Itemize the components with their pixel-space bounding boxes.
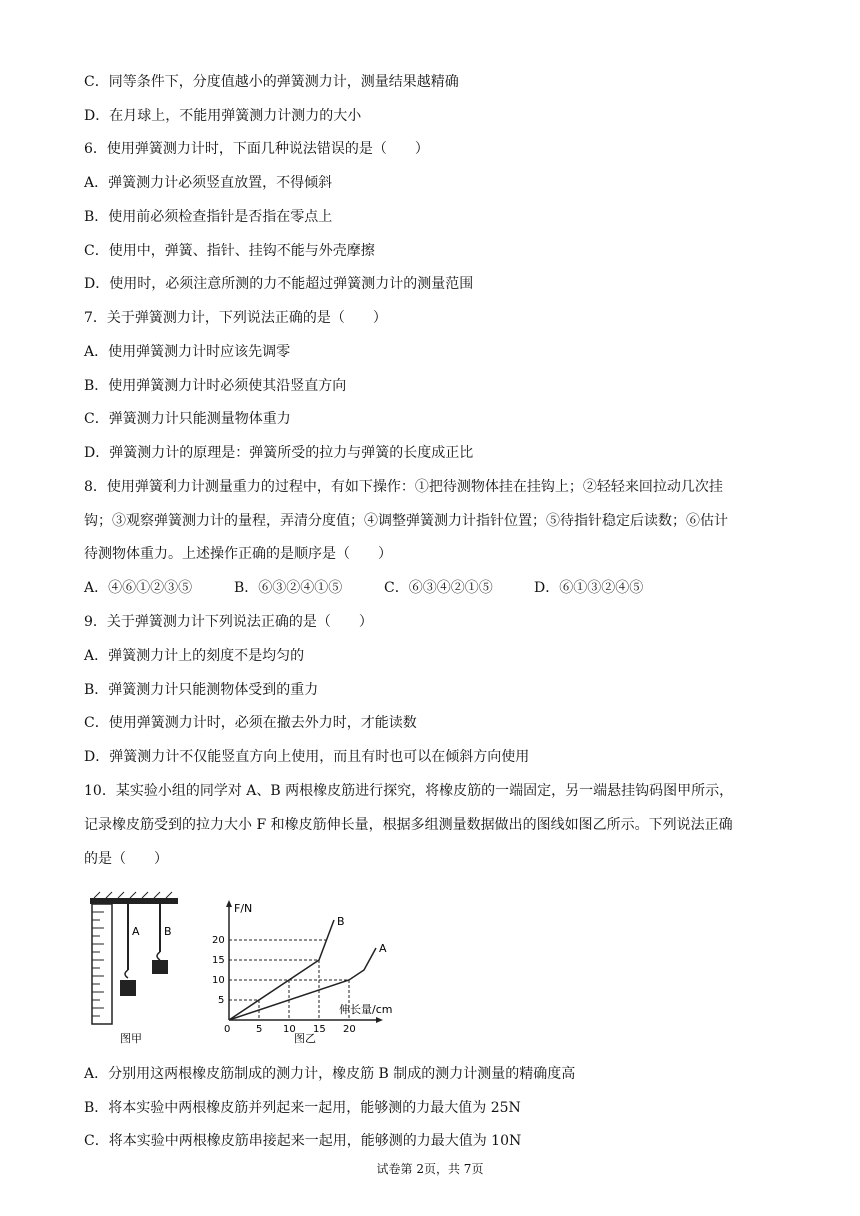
graph-label-a: A xyxy=(379,942,387,955)
question-8-stem-line3: 待测物体重力。上述操作正确的是顺序是（ ） xyxy=(84,546,392,562)
option-6d: D．使用时，必须注意所测的力不能超过弹簧测力计的测量范围 xyxy=(84,276,474,292)
y-tick-15: 15 xyxy=(212,955,225,966)
x-tick-10: 10 xyxy=(283,1024,296,1035)
option-10c: C．将本实验中两根橡皮筋串接起来一起用，能够测的力最大值为 10N xyxy=(84,1133,522,1149)
x-tick-5: 5 xyxy=(256,1024,263,1035)
fig1-caption: 图甲 xyxy=(120,1032,142,1045)
option-9a: A．弹簧测力计上的刻度不是均匀的 xyxy=(84,648,305,664)
question-9-stem: 9．关于弹簧测力计下列说法正确的是（ ） xyxy=(84,614,373,630)
y-axis-label: F/N xyxy=(234,902,253,915)
question-10-stem-line3: 的是（ ） xyxy=(84,851,168,867)
graph-label-b: B xyxy=(337,915,345,928)
question-10-stem-line1: 10．某实验小组的同学对 A、B 两根橡皮筋进行探究，将橡皮筋的一端固定，另一端悬挂钩码图甲所示， xyxy=(84,783,734,799)
question-6-stem: 6．使用弹簧测力计时，下面几种说法错误的是（ ） xyxy=(84,141,429,157)
option-5d: D．在月球上，不能用弹簧测力计测力的大小 xyxy=(84,108,362,124)
option-9d: D．弹簧测力计不仅能竖直方向上使用，而且有时也可以在倾斜方向使用 xyxy=(84,749,530,765)
option-5c: C．同等条件下，分度值越小的弹簧测力计，测量结果越精确 xyxy=(84,74,459,90)
question-10-stem-line2: 记录橡皮筋受到的拉力大小 F 和橡皮筋伸长量，根据多组测量数据做出的图线如图乙所示。下列说法正确 xyxy=(84,817,733,833)
option-9c: C．使用弹簧测力计时，必须在撤去外力时，才能读数 xyxy=(84,715,417,731)
option-7b: B．使用弹簧测力计时必须使其沿竖直方向 xyxy=(84,378,347,394)
question-8-stem-line1: 8．使用弹簧利力计测量重力的过程中，有如下操作：①把待测物体挂在挂钩上；②轻轻来回拉动几次挂 xyxy=(84,479,723,495)
fig2-caption: 图乙 xyxy=(294,1032,316,1045)
option-6c: C．使用中，弹簧、指针、挂钩不能与外壳摩擦 xyxy=(84,243,375,259)
option-8d: D．⑥①③②④⑤ xyxy=(534,580,644,596)
option-7d: D．弹簧测力计的原理是：弹簧所受的拉力与弹簧的长度成正比 xyxy=(84,445,474,461)
band-a-label: A xyxy=(132,925,140,938)
option-9b: B．弹簧测力计只能测物体受到的重力 xyxy=(84,682,319,698)
option-8b: B．⑥③②④①⑤ xyxy=(234,580,343,596)
question-8-stem-line2: 钩；③观察弹簧测力计的量程，弄清分度值；④调整弹簧测力计指针位置；⑤待指针稳定后读数；⑥估计 xyxy=(84,513,728,529)
weight-b xyxy=(152,960,168,974)
option-6b: B．使用前必须检查指针是否指在零点上 xyxy=(84,209,333,225)
y-tick-20: 20 xyxy=(212,935,225,946)
graph-line-b xyxy=(229,920,334,1020)
band-b-label: B xyxy=(164,925,172,938)
option-7c: C．弹簧测力计只能测量物体重力 xyxy=(84,411,291,427)
question-7-stem: 7．关于弹簧测力计，下列说法正确的是（ ） xyxy=(84,310,387,326)
y-tick-10: 10 xyxy=(212,975,225,986)
ruler xyxy=(92,904,112,1024)
x-tick-20: 20 xyxy=(343,1024,356,1035)
x-tick-15: 15 xyxy=(313,1024,326,1035)
weight-a xyxy=(120,980,136,996)
x-axis-label: 伸长量/cm xyxy=(339,1003,393,1016)
figure-yi xyxy=(212,900,392,1045)
question-8-options xyxy=(84,578,643,598)
option-8c: C．⑥③④②①⑤ xyxy=(384,580,493,596)
option-10a: A．分别用这两根橡皮筋制成的测力计，橡皮筋 B 制成的测力计测量的精确度高 xyxy=(84,1066,576,1082)
option-7a: A．使用弹簧测力计时应该先调零 xyxy=(84,344,291,360)
option-8a: A．④⑥①②③⑤ xyxy=(84,580,193,596)
option-6a: A．弹簧测力计必须竖直放置，不得倾斜 xyxy=(84,175,333,191)
question-10-figure xyxy=(84,890,404,1050)
option-10b: B．将本实验中两根橡皮筋并列起来一起用，能够测的力最大值为 25N xyxy=(84,1100,521,1116)
y-tick-5: 5 xyxy=(218,995,225,1006)
origin-label: 0 xyxy=(224,1024,231,1035)
figure-jia xyxy=(90,892,178,1045)
page-footer: 试卷第 2页，共 7页 xyxy=(376,1162,484,1176)
